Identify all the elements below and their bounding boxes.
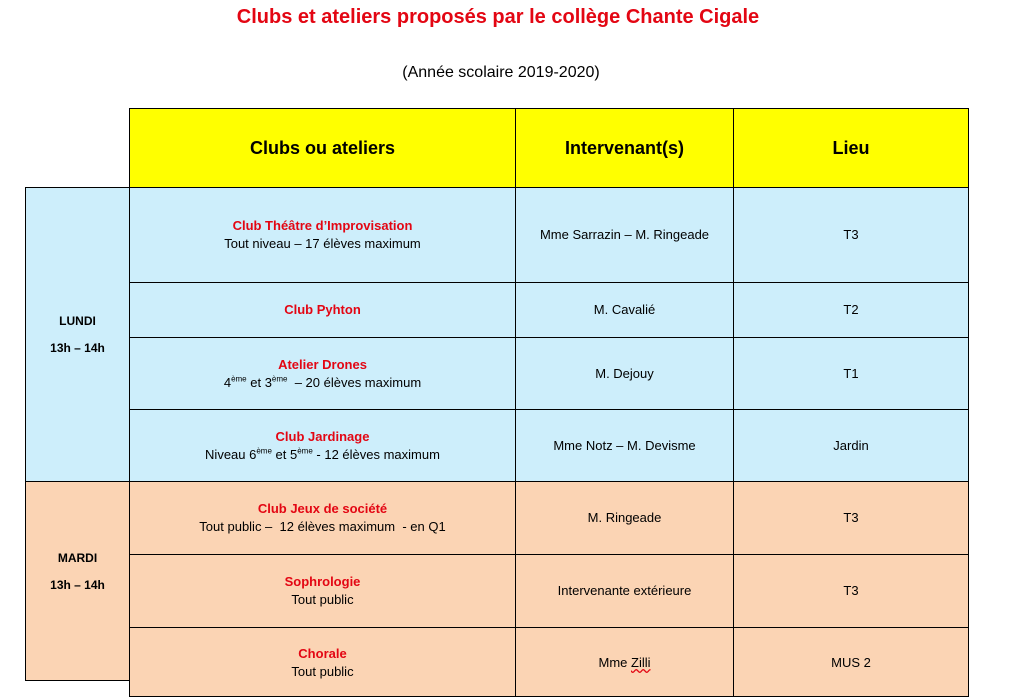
page-subtitle: (Année scolaire 2019-2020) xyxy=(402,64,600,81)
day-name: MARDI xyxy=(57,551,98,565)
details-text: - 12 élèves maximum xyxy=(312,446,440,462)
details-sup: ème xyxy=(231,374,247,384)
table-row-place xyxy=(733,282,969,338)
table-row-activity xyxy=(129,481,516,555)
header-activity-label: Clubs ou ateliers xyxy=(249,138,396,158)
speaker-name: Mme Sarrazin – M. Ringeade xyxy=(539,227,710,242)
table-row-speaker xyxy=(515,187,734,283)
table-row-activity xyxy=(129,187,516,283)
speaker-text: Mme xyxy=(598,655,631,670)
activity-name: Club Jeux de société xyxy=(257,501,388,516)
activity-name: Club Pyhton xyxy=(284,302,361,317)
activity-details: Tout niveau – 17 élèves maximum xyxy=(224,236,421,251)
table-row-activity xyxy=(129,554,516,628)
activity-name: Club Jardinage xyxy=(275,428,370,444)
details-text: Niveau 6 xyxy=(205,446,257,462)
place-name: T3 xyxy=(843,510,859,525)
activity-name: Club Théâtre d’Improvisation xyxy=(232,218,413,233)
place-name: T1 xyxy=(843,365,859,381)
header-speaker xyxy=(515,108,734,188)
table-row-speaker xyxy=(515,337,734,410)
place-name: T3 xyxy=(843,227,859,242)
activity-details: Tout public – 12 élèves maximum - en Q1 xyxy=(199,519,446,534)
day-cell-monday xyxy=(25,187,130,482)
details-sup: ème xyxy=(297,446,313,456)
table-row-activity xyxy=(129,627,516,697)
activity-name: Sophrologie xyxy=(284,574,361,589)
table-row-speaker xyxy=(515,554,734,628)
activity-details: Tout public xyxy=(291,592,354,607)
day-cell-tuesday xyxy=(25,481,130,681)
details-text: et 3 xyxy=(246,374,272,390)
table-row-activity xyxy=(129,409,516,482)
details-sup: ème xyxy=(271,374,288,384)
table-row-place xyxy=(733,627,969,697)
details-text: et 5 xyxy=(271,446,298,462)
header-place xyxy=(733,108,969,188)
speaker-name: Intervenante extérieure xyxy=(557,583,692,598)
speaker-text-spellcheck: Zilli xyxy=(631,655,651,670)
place-name: MUS 2 xyxy=(831,655,871,670)
table-row-activity xyxy=(129,282,516,338)
day-name: LUNDI xyxy=(59,313,96,328)
table-row-place xyxy=(733,554,969,628)
speaker-name: M. Cavalié xyxy=(593,302,656,317)
day-time: 13h – 14h xyxy=(50,578,105,592)
table-row-speaker xyxy=(515,627,734,697)
activity-name: Chorale xyxy=(298,646,347,661)
details-text: – 20 élèves maximum xyxy=(287,374,422,390)
speaker-name xyxy=(599,654,651,672)
place-name: T2 xyxy=(843,302,859,317)
place-name: Jardin xyxy=(833,437,869,453)
speaker-name: Mme Notz – M. Devisme xyxy=(553,437,696,453)
table-row-activity xyxy=(129,337,516,410)
table-row-place xyxy=(733,481,969,555)
day-time: 13h – 14h xyxy=(50,340,105,355)
details-text: 4 xyxy=(223,374,232,390)
activity-name: Atelier Drones xyxy=(278,356,367,372)
page-title: Clubs et ateliers proposés par le collège Chante Cigale xyxy=(236,6,760,28)
details-sup: ème xyxy=(256,446,272,456)
activity-details xyxy=(205,446,440,464)
activity-details xyxy=(224,374,421,392)
header-speaker-label: Intervenant(s) xyxy=(564,138,685,158)
table-row-speaker xyxy=(515,282,734,338)
place-name: T3 xyxy=(843,583,859,598)
table-row-place xyxy=(733,409,969,482)
speaker-name: M. Ringeade xyxy=(587,510,662,525)
table-row-place xyxy=(733,337,969,410)
activity-details: Tout public xyxy=(291,664,354,679)
speaker-name: M. Dejouy xyxy=(595,365,654,381)
header-place-label: Lieu xyxy=(832,138,870,158)
header-activity xyxy=(129,108,516,188)
table-row-speaker xyxy=(515,409,734,482)
table-row-speaker xyxy=(515,481,734,555)
table-row-place xyxy=(733,187,969,283)
